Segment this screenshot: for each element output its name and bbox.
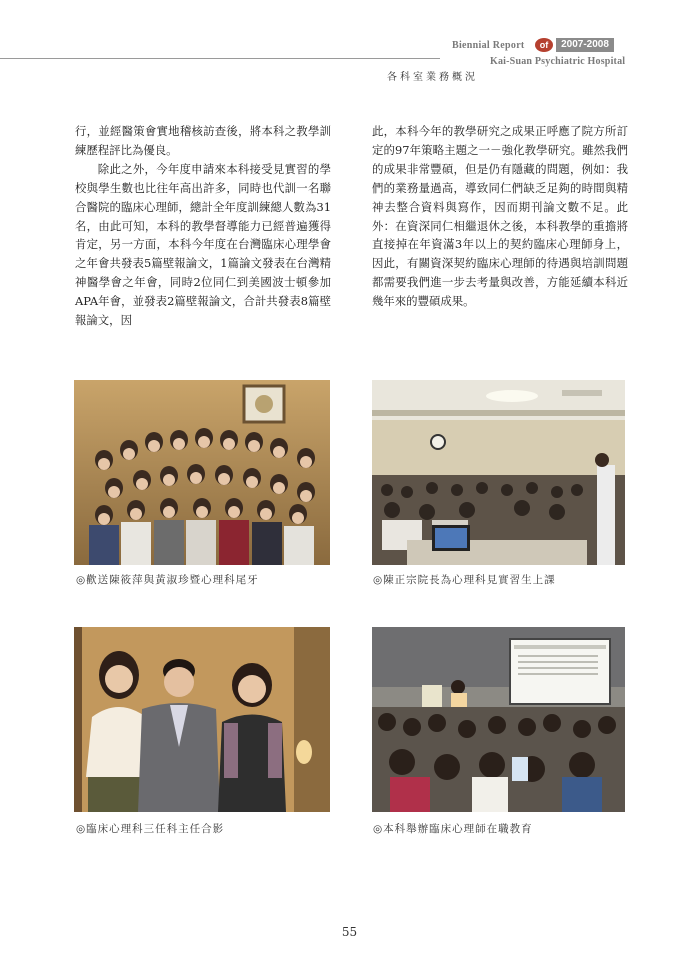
page-number: 55 (341, 925, 358, 939)
header-of-badge: of (535, 38, 553, 52)
group-photo (74, 380, 330, 565)
caption-directors-photo: ◎臨床心理科三任科主任合影 (76, 823, 225, 835)
right-text-column (372, 122, 628, 311)
right-paragraph-1: 此，本科今年的教學研究之成果正呼應了院方所訂定的97年策略主題之一－強化教學研究。雖然我們的成果非常豐碩，但是仍有隱藏的問題，例如：我們的業務量過高，導致同仁們缺乏足夠的時間與精神去整合資料與寫作，因而期刊論文數不足。此外：在資深同仁相繼退休之後，本科教學的重擔將直接掉在年資滿3年以上的契約臨床心理師身上，因此，有關資深契約臨床心理師的待遇與培訓問題都需要我們進一步去考量與改善，方能延續本科近幾年來的豐碩成果。 (372, 124, 628, 309)
left-paragraph-2: 除此之外，今年度申請來本科接受見實習的學校與學生數也比往年高出許多，同時也代訓一名聯合醫院的臨床心理師，總計全年度訓練總人數為31名，由此可知，本科的教學督導能力已經普遍獲得肯定，另一方面，本科今年度在台灣臨床心理學會之年會共發表5篇壁報論文，1篇論文發表在台灣精神醫學會之年會，同時2位同仁到美國波士頓參加APA年會，並發表2篇壁報論文，合計共發表8篇壁報論文，因 (75, 161, 331, 328)
caption-group-photo: ◎歡送陳筱萍與黃淑珍暨心理科尾牙 (76, 574, 259, 586)
training-photo (372, 627, 625, 812)
lecture-photo (372, 380, 625, 565)
left-text-column (75, 122, 331, 330)
header-years: 2007-2008 (556, 38, 614, 52)
caption-lecture-photo: ◎陳正宗院長為心理科見實習生上課 (373, 574, 556, 586)
header-rule (0, 58, 440, 59)
header-hospital: Kai-Suan Psychiatric Hospital (490, 56, 626, 67)
left-paragraph-1: 行，並經醫策會實地稽核訪查後，將本科之教學訓練歷程評比為優良。 (75, 124, 331, 157)
header-report-label: Biennial Report (452, 40, 525, 51)
header-section-title: 各科室業務概況 (387, 72, 478, 83)
caption-training-photo: ◎本科舉辦臨床心理師在職教育 (373, 823, 533, 835)
directors-photo (74, 627, 330, 812)
